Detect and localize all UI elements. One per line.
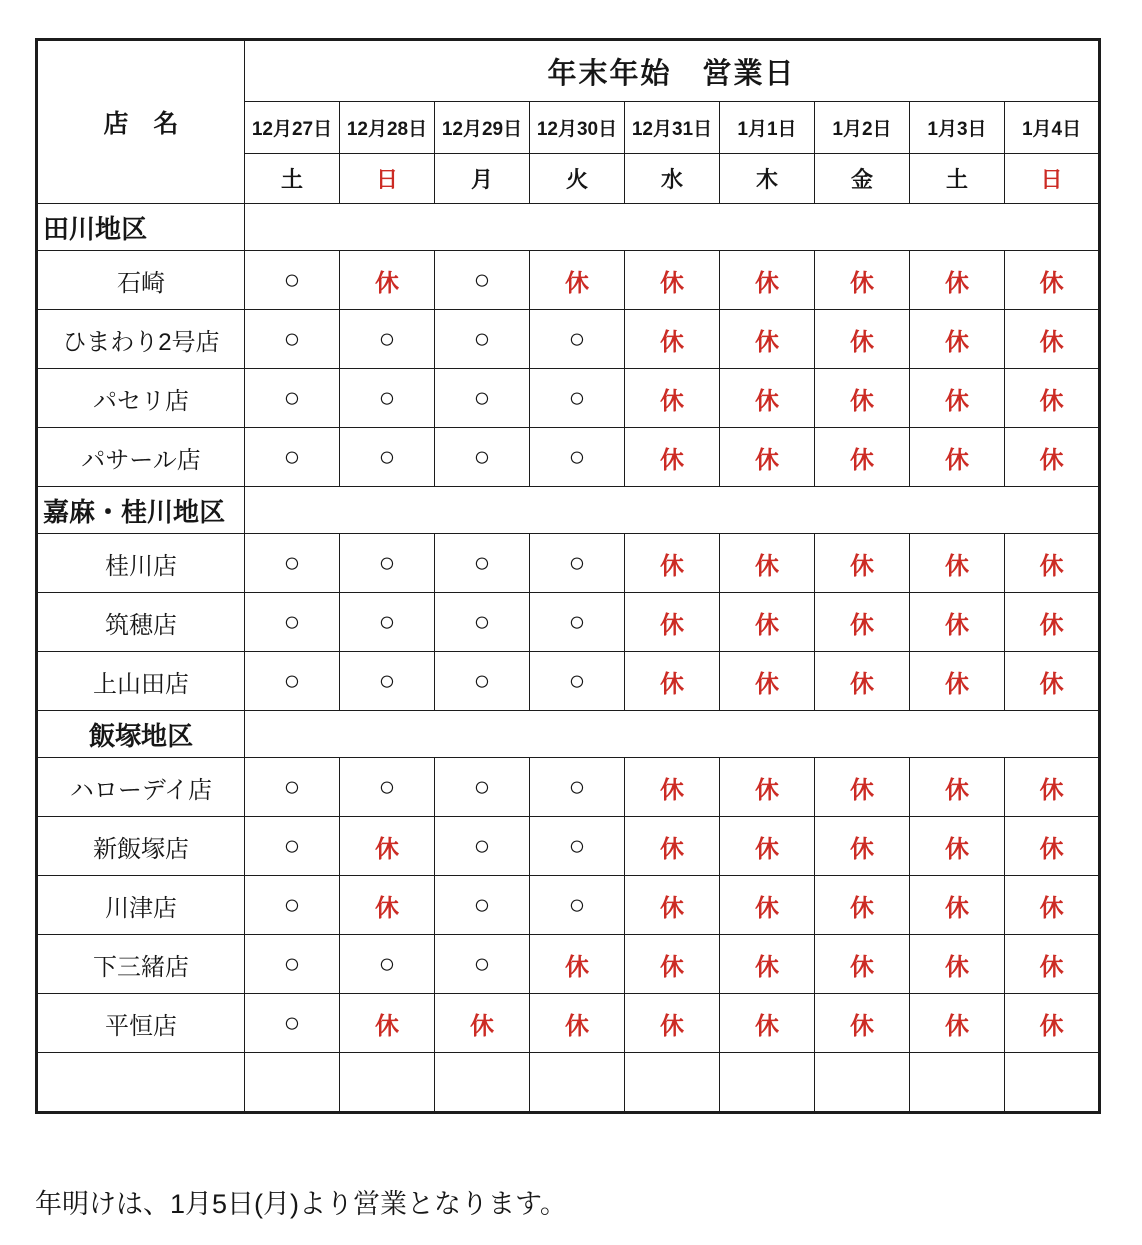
closed-mark: 休 <box>530 935 625 994</box>
empty-cell <box>910 1053 1005 1113</box>
closed-mark: 休 <box>530 994 625 1053</box>
open-mark: ○ <box>340 593 435 652</box>
open-mark: ○ <box>245 876 340 935</box>
open-mark: ○ <box>435 758 530 817</box>
closed-mark: 休 <box>625 593 720 652</box>
store-row <box>37 935 1100 994</box>
weekday-header: 日 <box>340 154 435 204</box>
closed-mark: 休 <box>815 758 910 817</box>
open-mark: ○ <box>435 593 530 652</box>
closed-mark: 休 <box>625 369 720 428</box>
closed-mark: 休 <box>1005 428 1100 487</box>
closed-mark: 休 <box>340 251 435 310</box>
open-mark: ○ <box>245 994 340 1053</box>
open-mark: ○ <box>530 369 625 428</box>
store-name: 川津店 <box>37 876 245 935</box>
open-mark: ○ <box>435 251 530 310</box>
closed-mark: 休 <box>815 652 910 711</box>
closed-mark: 休 <box>910 652 1005 711</box>
section-row <box>37 711 1100 758</box>
closed-mark: 休 <box>1005 876 1100 935</box>
open-mark: ○ <box>530 428 625 487</box>
closed-mark: 休 <box>910 534 1005 593</box>
weekday-header: 土 <box>245 154 340 204</box>
closed-mark: 休 <box>720 994 815 1053</box>
closed-mark: 休 <box>1005 369 1100 428</box>
store-name: 新飯塚店 <box>37 817 245 876</box>
open-mark: ○ <box>530 758 625 817</box>
table-title: 年末年始 営業日 <box>245 40 1100 102</box>
closed-mark: 休 <box>625 251 720 310</box>
empty-cell <box>245 1053 340 1113</box>
open-mark: ○ <box>530 817 625 876</box>
section-label: 飯塚地区 <box>37 711 245 758</box>
empty-cell <box>530 1053 625 1113</box>
open-mark: ○ <box>245 310 340 369</box>
closed-mark: 休 <box>720 758 815 817</box>
closed-mark: 休 <box>625 652 720 711</box>
closed-mark: 休 <box>1005 935 1100 994</box>
closed-mark: 休 <box>720 935 815 994</box>
closed-mark: 休 <box>910 593 1005 652</box>
section-empty-span <box>245 711 1100 758</box>
closed-mark: 休 <box>720 310 815 369</box>
store-row <box>37 876 1100 935</box>
empty-cell <box>625 1053 720 1113</box>
section-empty-span <box>245 487 1100 534</box>
weekday-header: 火 <box>530 154 625 204</box>
open-mark: ○ <box>245 369 340 428</box>
store-name: パサール店 <box>37 428 245 487</box>
open-mark: ○ <box>245 428 340 487</box>
closed-mark: 休 <box>1005 251 1100 310</box>
store-row <box>37 817 1100 876</box>
closed-mark: 休 <box>815 369 910 428</box>
closed-mark: 休 <box>910 876 1005 935</box>
closed-mark: 休 <box>815 817 910 876</box>
open-mark: ○ <box>340 534 435 593</box>
closed-mark: 休 <box>815 876 910 935</box>
open-mark: ○ <box>340 428 435 487</box>
closed-mark: 休 <box>720 593 815 652</box>
store-row <box>37 251 1100 310</box>
date-header: 12月31日 <box>625 102 720 154</box>
date-header: 12月27日 <box>245 102 340 154</box>
closed-mark: 休 <box>815 593 910 652</box>
closed-mark: 休 <box>625 758 720 817</box>
closed-mark: 休 <box>720 817 815 876</box>
weekday-header: 木 <box>720 154 815 204</box>
empty-cell <box>815 1053 910 1113</box>
closed-mark: 休 <box>530 251 625 310</box>
store-name: 筑穂店 <box>37 593 245 652</box>
closed-mark: 休 <box>340 994 435 1053</box>
empty-cell <box>1005 1053 1100 1113</box>
open-mark: ○ <box>435 534 530 593</box>
closed-mark: 休 <box>1005 817 1100 876</box>
closed-mark: 休 <box>340 876 435 935</box>
open-mark: ○ <box>245 817 340 876</box>
store-name: 平恒店 <box>37 994 245 1053</box>
open-mark: ○ <box>435 428 530 487</box>
open-mark: ○ <box>530 310 625 369</box>
open-mark: ○ <box>435 369 530 428</box>
open-mark: ○ <box>530 593 625 652</box>
open-mark: ○ <box>245 534 340 593</box>
weekday-header: 日 <box>1005 154 1100 204</box>
empty-cell <box>37 1053 245 1113</box>
open-mark: ○ <box>245 652 340 711</box>
open-mark: ○ <box>245 935 340 994</box>
store-name: 上山田店 <box>37 652 245 711</box>
open-mark: ○ <box>340 758 435 817</box>
closed-mark: 休 <box>720 534 815 593</box>
closed-mark: 休 <box>340 817 435 876</box>
closed-mark: 休 <box>910 251 1005 310</box>
footer-note: 年明けは、1月5日(月)より営業となります。 <box>35 1189 567 1219</box>
open-mark: ○ <box>530 534 625 593</box>
date-header: 1月3日 <box>910 102 1005 154</box>
open-mark: ○ <box>340 310 435 369</box>
closed-mark: 休 <box>1005 994 1100 1053</box>
store-name: ハローデイ店 <box>37 758 245 817</box>
closed-mark: 休 <box>625 994 720 1053</box>
closed-mark: 休 <box>910 935 1005 994</box>
store-row <box>37 310 1100 369</box>
store-name: パセリ店 <box>37 369 245 428</box>
open-mark: ○ <box>530 652 625 711</box>
weekday-header: 金 <box>815 154 910 204</box>
closed-mark: 休 <box>625 534 720 593</box>
closed-mark: 休 <box>625 817 720 876</box>
date-header: 1月4日 <box>1005 102 1100 154</box>
closed-mark: 休 <box>815 534 910 593</box>
weekday-header: 水 <box>625 154 720 204</box>
section-label: 田川地区 <box>37 204 245 251</box>
store-row <box>37 369 1100 428</box>
closed-mark: 休 <box>625 876 720 935</box>
business-days-table <box>35 38 1101 1114</box>
open-mark: ○ <box>435 876 530 935</box>
empty-row <box>37 1053 1100 1113</box>
closed-mark: 休 <box>1005 310 1100 369</box>
date-header: 12月29日 <box>435 102 530 154</box>
open-mark: ○ <box>435 310 530 369</box>
store-name: 桂川店 <box>37 534 245 593</box>
store-row <box>37 652 1100 711</box>
empty-cell <box>720 1053 815 1113</box>
store-name: 下三緒店 <box>37 935 245 994</box>
date-header: 12月28日 <box>340 102 435 154</box>
closed-mark: 休 <box>910 994 1005 1053</box>
date-header: 1月2日 <box>815 102 910 154</box>
closed-mark: 休 <box>720 652 815 711</box>
closed-mark: 休 <box>720 251 815 310</box>
closed-mark: 休 <box>1005 593 1100 652</box>
store-row <box>37 428 1100 487</box>
closed-mark: 休 <box>720 428 815 487</box>
closed-mark: 休 <box>1005 652 1100 711</box>
store-name-column-header: 店 名 <box>37 40 245 204</box>
closed-mark: 休 <box>910 817 1005 876</box>
closed-mark: 休 <box>910 428 1005 487</box>
weekday-header: 土 <box>910 154 1005 204</box>
closed-mark: 休 <box>815 310 910 369</box>
closed-mark: 休 <box>910 369 1005 428</box>
section-label: 嘉麻・桂川地区 <box>37 487 245 534</box>
empty-cell <box>340 1053 435 1113</box>
table-body <box>37 204 1100 1113</box>
open-mark: ○ <box>340 935 435 994</box>
open-mark: ○ <box>340 369 435 428</box>
closed-mark: 休 <box>435 994 530 1053</box>
date-header: 12月30日 <box>530 102 625 154</box>
closed-mark: 休 <box>720 369 815 428</box>
empty-cell <box>435 1053 530 1113</box>
weekday-header: 月 <box>435 154 530 204</box>
section-row <box>37 204 1100 251</box>
closed-mark: 休 <box>720 876 815 935</box>
open-mark: ○ <box>245 758 340 817</box>
closed-mark: 休 <box>815 994 910 1053</box>
closed-mark: 休 <box>625 310 720 369</box>
open-mark: ○ <box>245 251 340 310</box>
store-row <box>37 593 1100 652</box>
closed-mark: 休 <box>625 935 720 994</box>
store-name: ひまわり2号店 <box>37 310 245 369</box>
section-row <box>37 487 1100 534</box>
closed-mark: 休 <box>815 251 910 310</box>
open-mark: ○ <box>530 876 625 935</box>
open-mark: ○ <box>435 935 530 994</box>
open-mark: ○ <box>340 652 435 711</box>
open-mark: ○ <box>245 593 340 652</box>
closed-mark: 休 <box>1005 758 1100 817</box>
closed-mark: 休 <box>910 758 1005 817</box>
store-row <box>37 758 1100 817</box>
closed-mark: 休 <box>815 935 910 994</box>
open-mark: ○ <box>435 652 530 711</box>
store-row <box>37 994 1100 1053</box>
closed-mark: 休 <box>815 428 910 487</box>
open-mark: ○ <box>435 817 530 876</box>
closed-mark: 休 <box>910 310 1005 369</box>
store-name: 石崎 <box>37 251 245 310</box>
date-header: 1月1日 <box>720 102 815 154</box>
closed-mark: 休 <box>625 428 720 487</box>
section-empty-span <box>245 204 1100 251</box>
closed-mark: 休 <box>1005 534 1100 593</box>
store-row <box>37 534 1100 593</box>
